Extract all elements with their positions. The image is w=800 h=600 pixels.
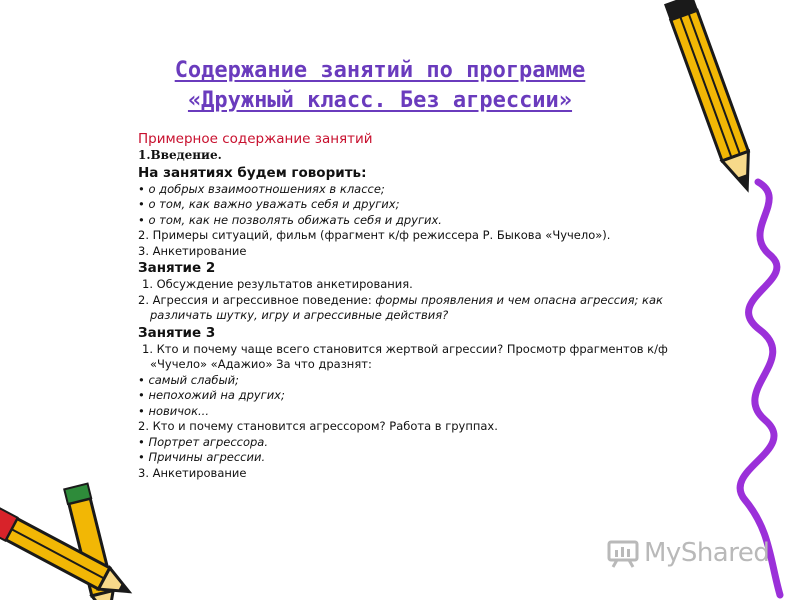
content-subtitle: Примерное содержание занятий (138, 131, 373, 147)
lesson-3-item-3: 3. Анкетирование (138, 465, 247, 480)
lesson-3-bullet: • Причины агрессии. (138, 450, 266, 464)
lesson-2-item-2-cont: различать шутку, игру и агрессивные действия? (150, 308, 449, 322)
lesson-2-item-2-italic: формы проявления и чем опасна агрессия; как (375, 292, 663, 307)
lesson-3-item-1: 1. Кто и почему чаще всего становится жертвой агрессии? Просмотр фрагментов к/ф (142, 341, 668, 356)
talk-item: • о том, как важно уважать себя и других; (138, 197, 400, 211)
intro-item-2: 2. Примеры ситуаций, фильм (фрагмент к/ф режиссера Р. Быкова «Чучело»). (138, 228, 611, 242)
lesson-3-heading: Занятие 3 (138, 324, 216, 341)
lesson-content (138, 130, 698, 481)
presentation-board-icon (606, 538, 640, 568)
lesson-3-bullet: • Портрет агрессора. (138, 434, 268, 449)
title-line-1: Содержание занятий по программе (174, 58, 586, 83)
talk-heading: На занятиях будем говорить: (138, 164, 367, 181)
lesson-2-item-1: 1. Обсуждение результатов анкетирования. (142, 277, 413, 291)
lesson-3-item-2: 2. Кто и почему становится агрессором? Работа в группах. (138, 419, 498, 433)
lesson-2-item-2 (138, 293, 698, 309)
lesson-3-bullet: • новичок... (138, 403, 209, 418)
intro-heading: 1.Введение. (138, 148, 222, 162)
lesson-3-bullet: • самый слабый; (138, 372, 239, 387)
lesson-3-bullet: • непохожий на других; (138, 388, 285, 402)
purple-squiggle-decoration (740, 182, 780, 595)
talk-item: • о том, как не позволять обижать себя и других. (138, 212, 442, 227)
page-title (110, 56, 650, 116)
myshared-logo[interactable] (606, 538, 769, 568)
intro-item-3: 3. Анкетирование (138, 243, 247, 258)
logo-text: MyShared (644, 538, 770, 568)
title-line-2: «Дружный класс. Без агрессии» (187, 88, 573, 113)
lesson-2-heading: Занятие 2 (138, 260, 216, 276)
lesson-2-item-2-plain: 2. Агрессия и агрессивное поведение: (138, 292, 376, 307)
lesson-3-item-1-cont: «Чучело» «Адажио» За что дразнят: (150, 357, 372, 371)
talk-item: • о добрых взаимоотношениях в классе; (138, 181, 385, 196)
pencil-icon-bottom-left-red (0, 508, 135, 600)
